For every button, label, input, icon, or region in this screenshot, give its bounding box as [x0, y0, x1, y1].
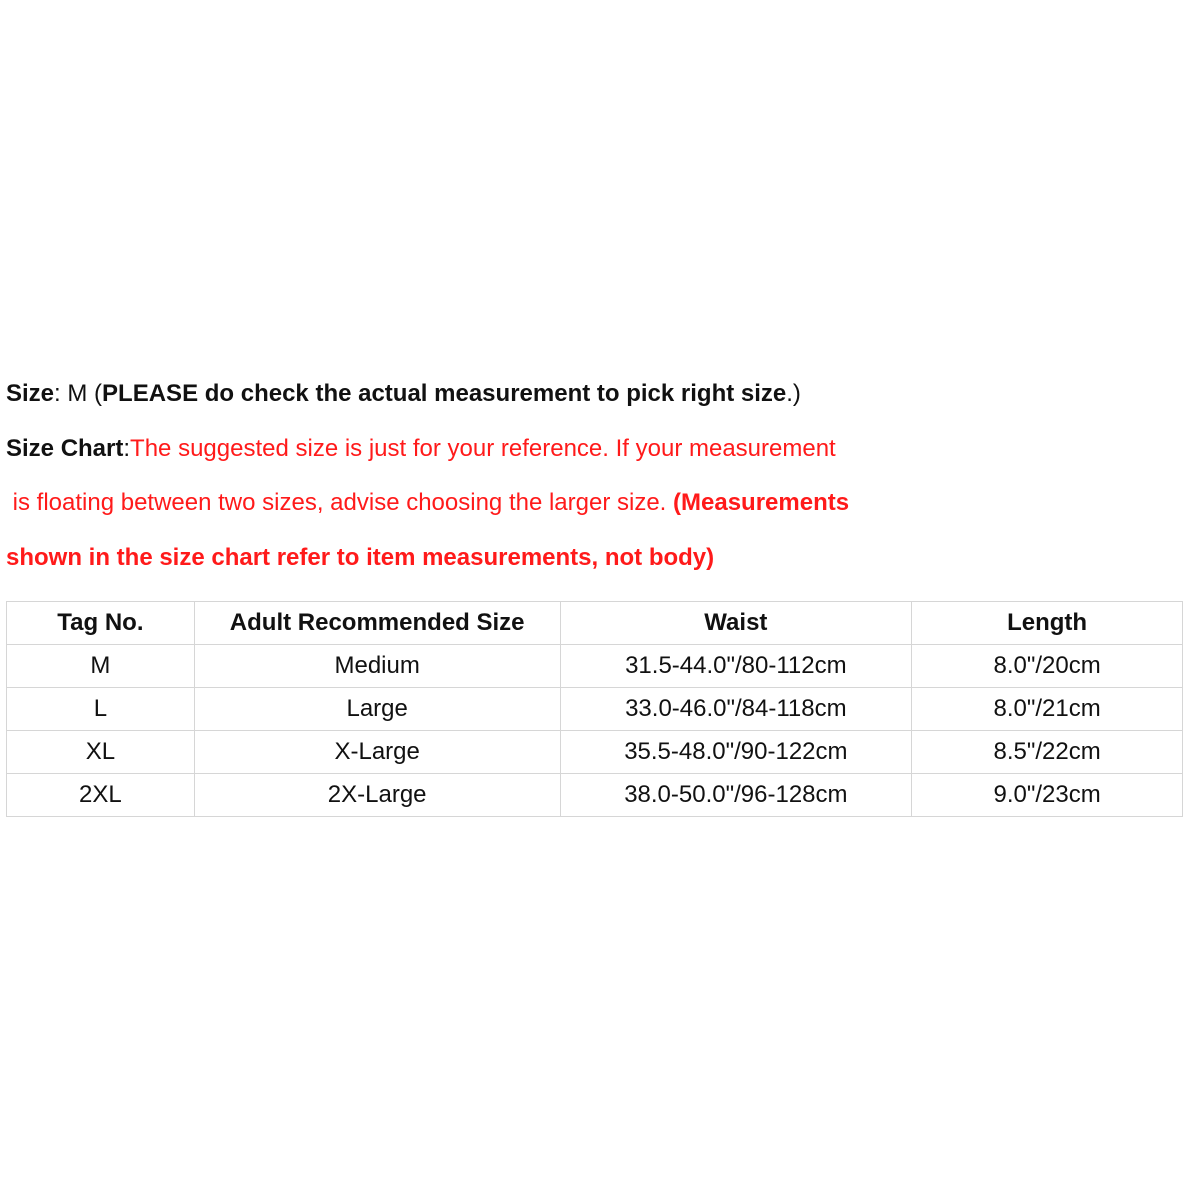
size-notes [6, 376, 1186, 594]
cell-tag: 2XL [7, 774, 195, 817]
table-row [7, 731, 1183, 774]
size-chart-label: Size Chart [6, 434, 124, 462]
measurement-note-bold: (Measurements [673, 489, 850, 516]
size-line: Size: M (PLEASE do check the actual measurement to pick right size.) [6, 380, 801, 407]
cell-waist: 35.5-48.0"/90-122cm [560, 731, 912, 774]
cell-tag: L [7, 688, 195, 731]
measurement-note-bold-2: shown in the size chart refer to item measurements, not body) [6, 543, 715, 571]
cell-waist: 38.0-50.0"/96-128cm [560, 774, 912, 817]
table-row [7, 688, 1183, 731]
size-chart-line-2 [6, 485, 1186, 521]
cell-size: X-Large [194, 731, 560, 774]
size-chart-note-text: The suggested size is just for your reference. If your measurement [130, 434, 836, 462]
cell-length: 8.0"/20cm [912, 645, 1183, 688]
header-waist: Waist [560, 602, 912, 645]
header-tag-no: Tag No. [7, 602, 195, 645]
table-row [7, 774, 1183, 817]
cell-tag: XL [7, 731, 195, 774]
table-header-row [7, 602, 1183, 645]
size-chart-line-3 [6, 540, 1186, 576]
cell-waist: 33.0-46.0"/84-118cm [560, 688, 912, 731]
size-chart-note-text-2: is floating between two sizes, advise choosing the larger size. [6, 489, 674, 516]
size-chart-table [6, 601, 1183, 817]
cell-length: 9.0"/23cm [912, 774, 1183, 817]
cell-length: 8.0"/21cm [912, 688, 1183, 731]
size-label: Size [6, 380, 55, 407]
cell-tag: M [7, 645, 195, 688]
cell-size: 2X-Large [194, 774, 560, 817]
size-chart-line-1: Size Chart:The suggested size is just for your reference. If your measurement [6, 434, 836, 462]
cell-waist: 31.5-44.0"/80-112cm [560, 645, 912, 688]
table-row [7, 645, 1183, 688]
cell-size: Medium [194, 645, 560, 688]
cell-length: 8.5"/22cm [912, 731, 1183, 774]
size-warning: PLEASE do check the actual measurement to pick right size [102, 380, 787, 407]
cell-size: Large [194, 688, 560, 731]
size-value: M [67, 380, 88, 407]
header-length: Length [912, 602, 1183, 645]
header-adult-size: Adult Recommended Size [194, 602, 560, 645]
